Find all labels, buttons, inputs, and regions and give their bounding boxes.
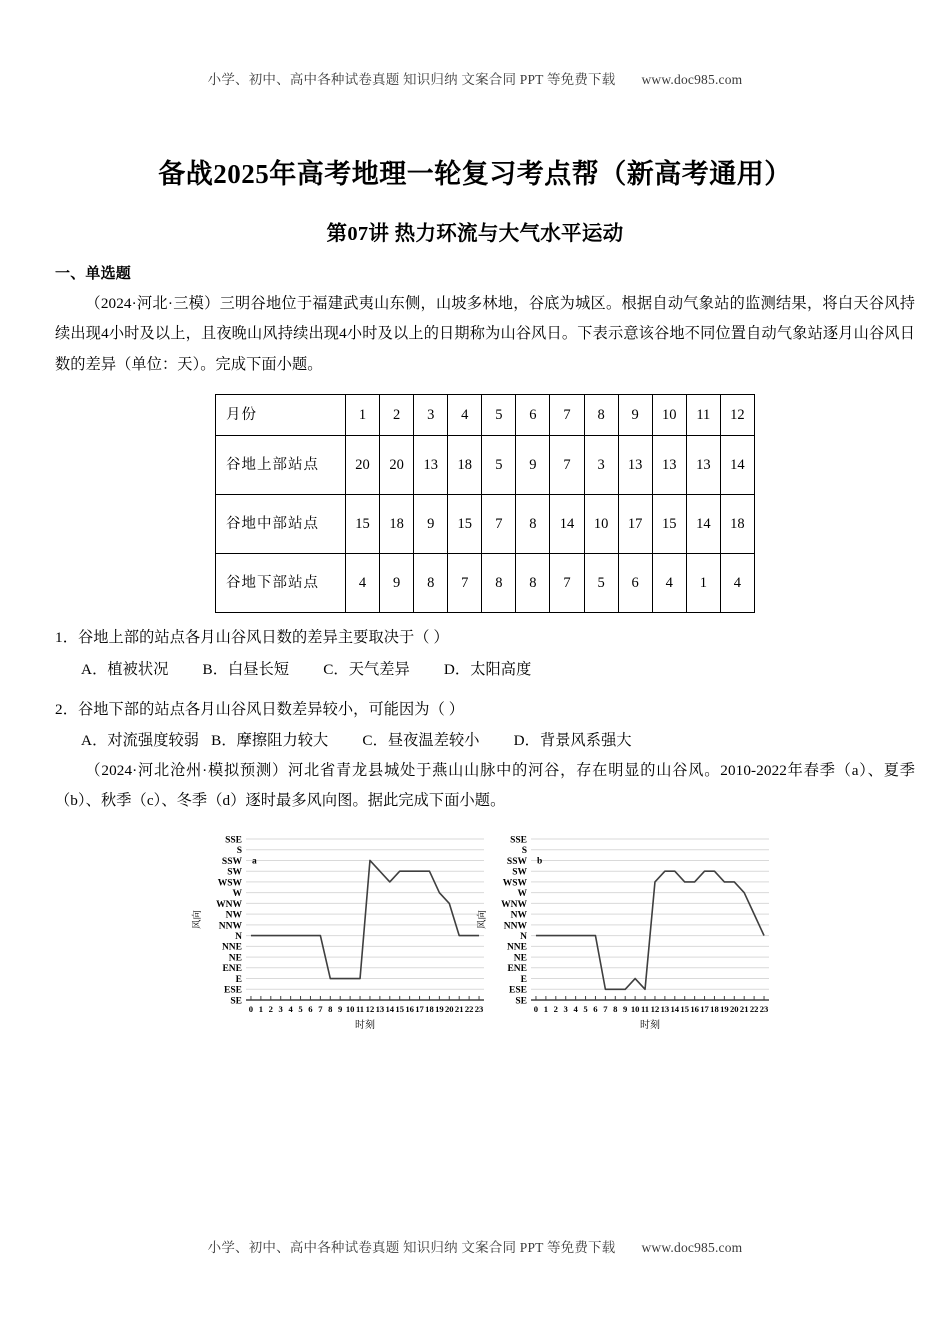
table-cell: 5 xyxy=(584,554,618,613)
option-2b[interactable]: B．摩擦阻力较大 xyxy=(211,732,329,750)
table-cell: 15 xyxy=(346,495,380,554)
table-cell: 8 xyxy=(414,554,448,613)
table-cell: 1 xyxy=(346,395,380,436)
y-axis-tick-label: N xyxy=(235,931,242,942)
section-heading: 一、单选题 xyxy=(55,266,132,282)
x-axis-tick-label: 14 xyxy=(670,1003,680,1014)
table-cell: 3 xyxy=(414,395,448,436)
y-axis-tick-label: NNE xyxy=(506,942,527,953)
y-axis-tick-label: E xyxy=(520,974,527,985)
table-cell: 5 xyxy=(482,436,516,495)
table-row xyxy=(216,495,755,554)
document-content xyxy=(55,262,915,1044)
table-row xyxy=(216,554,755,613)
chart-panel-a xyxy=(190,829,490,1044)
table-row xyxy=(216,436,755,495)
table-cell: 9 xyxy=(618,395,652,436)
chart-panel-label: b xyxy=(537,856,543,867)
wind-direction-figures xyxy=(55,829,915,1044)
x-axis-tick-label: 5 xyxy=(583,1003,588,1014)
y-axis-title: 风向 xyxy=(478,909,488,929)
table-cell: 4 xyxy=(652,554,686,613)
y-axis-tick-label: W xyxy=(517,888,527,899)
x-axis-tick-label: 1 xyxy=(543,1003,549,1014)
y-axis-tick-label: S xyxy=(521,845,527,856)
table-cell: 14 xyxy=(686,495,720,554)
x-axis-tick-label: 11 xyxy=(640,1003,650,1014)
table-cell: 18 xyxy=(380,495,414,554)
x-axis-tick-label: 6 xyxy=(308,1003,313,1014)
x-axis-tick-label: 18 xyxy=(425,1003,434,1014)
passage-2: （2024·河北沧州·模拟预测）河北省青龙县城处于燕山山脉中的河谷，存在明显的山谷风。2010-2022年春季（a）、夏季（b）、秋季（c）、冬季（d）逐时最多风向图。据此完成下面小题。 xyxy=(55,761,915,810)
table-row-label: 谷地中部站点 xyxy=(216,495,346,554)
table-cell: 12 xyxy=(720,395,754,436)
table-cell: 7 xyxy=(550,554,584,613)
table-cell: 7 xyxy=(448,554,482,613)
table-cell: 9 xyxy=(380,554,414,613)
y-axis-tick-label: WNW xyxy=(216,899,242,910)
x-axis-tick-label: 18 xyxy=(710,1003,719,1014)
x-axis-tick-label: 2 xyxy=(553,1003,558,1014)
wind-days-table xyxy=(215,394,755,613)
data-line xyxy=(251,860,479,978)
y-axis-tick-label: WSW xyxy=(217,877,242,888)
x-axis-tick-label: 16 xyxy=(690,1003,699,1014)
option-2c[interactable]: C．昼夜温差较小 xyxy=(362,732,480,750)
table-row-label: 谷地下部站点 xyxy=(216,554,346,613)
table-cell: 15 xyxy=(652,495,686,554)
table-cell: 13 xyxy=(414,436,448,495)
x-axis-tick-label: 22 xyxy=(464,1003,474,1014)
y-axis-tick-label: WSW xyxy=(502,877,527,888)
table-cell: 10 xyxy=(584,495,618,554)
y-axis-tick-label: NNE xyxy=(221,942,242,953)
question-2-stem: 2．谷地下部的站点各月山谷风日数差异较小，可能因为（ ） xyxy=(55,700,465,718)
table-cell: 2 xyxy=(380,395,414,436)
x-axis-tick-label: 17 xyxy=(700,1003,709,1014)
y-axis-tick-label: NW xyxy=(510,910,527,921)
x-axis-tick-label: 21 xyxy=(739,1003,749,1014)
y-axis-tick-label: SW xyxy=(227,867,242,878)
x-axis-tick-label: 10 xyxy=(345,1003,355,1014)
table-cell: 4 xyxy=(346,554,380,613)
table-cell: 8 xyxy=(482,554,516,613)
table-cell: 13 xyxy=(686,436,720,495)
x-axis-tick-label: 3 xyxy=(278,1003,283,1014)
x-axis-tick-label: 4 xyxy=(288,1003,293,1014)
table-cell: 4 xyxy=(720,554,754,613)
x-axis-tick-label: 4 xyxy=(573,1003,578,1014)
option-2a[interactable]: A．对流强度较弱 xyxy=(81,732,200,750)
x-axis-title: 时刻 xyxy=(355,1019,375,1031)
question-2-options xyxy=(55,726,915,756)
x-axis-tick-label: 12 xyxy=(650,1003,660,1014)
table-header-month: 月份 xyxy=(216,395,346,436)
x-axis-tick-label: 0 xyxy=(248,1003,254,1014)
x-axis-tick-label: 17 xyxy=(415,1003,424,1014)
table-cell: 7 xyxy=(550,436,584,495)
header-watermark xyxy=(0,68,950,88)
x-axis-tick-label: 22 xyxy=(749,1003,759,1014)
table-cell: 10 xyxy=(652,395,686,436)
y-axis-tick-label: NNW xyxy=(218,920,242,931)
table-cell: 20 xyxy=(346,436,380,495)
x-axis-tick-label: 3 xyxy=(563,1003,568,1014)
x-axis-tick-label: 16 xyxy=(405,1003,414,1014)
table-cell: 1 xyxy=(686,554,720,613)
table-row-label: 谷地上部站点 xyxy=(216,436,346,495)
x-axis-tick-label: 15 xyxy=(395,1003,405,1014)
table-cell: 7 xyxy=(550,395,584,436)
table-cell: 14 xyxy=(550,495,584,554)
x-axis-tick-label: 21 xyxy=(454,1003,464,1014)
y-axis-tick-label: W xyxy=(232,888,242,899)
option-2d[interactable]: D．背景风系强大 xyxy=(513,732,632,750)
table-cell: 14 xyxy=(720,436,754,495)
x-axis-tick-label: 8 xyxy=(328,1003,333,1014)
table-cell: 7 xyxy=(482,495,516,554)
data-line xyxy=(536,871,764,989)
x-axis-tick-label: 11 xyxy=(355,1003,365,1014)
table-cell: 17 xyxy=(618,495,652,554)
question-1-stem: 1．谷地上部的站点各月山谷风日数的差异主要取决于（ ） xyxy=(55,629,449,647)
x-axis-tick-label: 6 xyxy=(593,1003,598,1014)
x-axis-tick-label: 0 xyxy=(533,1003,539,1014)
x-axis-tick-label: 23 xyxy=(759,1003,769,1014)
table-cell: 20 xyxy=(380,436,414,495)
table-cell: 6 xyxy=(618,554,652,613)
y-axis-tick-label: SSW xyxy=(221,856,242,867)
y-axis-tick-label: ESE xyxy=(224,985,242,996)
y-axis-tick-label: NE xyxy=(513,953,527,964)
x-axis-tick-label: 19 xyxy=(435,1003,444,1014)
page-subtitle: 第07讲 热力环流与大气水平运动 xyxy=(326,223,624,245)
option-1b[interactable]: B．白昼长短 xyxy=(202,660,290,678)
y-axis-tick-label: ESE xyxy=(509,985,527,996)
y-axis-tick-label: E xyxy=(235,974,242,985)
y-axis-tick-label: SE xyxy=(230,995,242,1006)
table-cell: 13 xyxy=(618,436,652,495)
page-title: 备战2025年高考地理一轮复习考点帮（新高考通用） xyxy=(158,159,792,189)
y-axis-tick-label: ENE xyxy=(222,963,242,974)
footer-watermark xyxy=(0,1236,950,1256)
x-axis-tick-label: 1 xyxy=(258,1003,264,1014)
question-1-options xyxy=(55,655,915,685)
table-cell: 3 xyxy=(584,436,618,495)
chart-panel-label: a xyxy=(252,856,257,867)
table-cell: 8 xyxy=(516,554,550,613)
table-cell: 9 xyxy=(516,436,550,495)
table-cell: 8 xyxy=(584,395,618,436)
y-axis-tick-label: S xyxy=(236,845,242,856)
header-watermark-text: 小学、初中、高中各种试卷真题 知识归纳 文案合同 PPT 等免费下载 xyxy=(207,72,616,87)
table-cell: 6 xyxy=(516,395,550,436)
option-1d[interactable]: D．太阳高度 xyxy=(443,660,532,678)
x-axis-tick-label: 2 xyxy=(268,1003,273,1014)
y-axis-tick-label: NNW xyxy=(503,920,527,931)
x-axis-tick-label: 9 xyxy=(338,1003,343,1014)
footer-watermark-url: www.doc985.com xyxy=(641,1240,743,1255)
header-watermark-url: www.doc985.com xyxy=(641,72,743,87)
x-axis-title: 时刻 xyxy=(640,1019,660,1031)
y-axis-tick-label: SSE xyxy=(510,834,527,845)
y-axis-title: 风向 xyxy=(193,909,203,929)
x-axis-tick-label: 5 xyxy=(298,1003,303,1014)
y-axis-tick-label: NW xyxy=(225,910,242,921)
x-axis-tick-label: 15 xyxy=(680,1003,690,1014)
table-cell: 4 xyxy=(448,395,482,436)
table-cell: 9 xyxy=(414,495,448,554)
table-cell: 13 xyxy=(652,436,686,495)
y-axis-tick-label: WNW xyxy=(501,899,527,910)
x-axis-tick-label: 13 xyxy=(375,1003,385,1014)
y-axis-tick-label: SE xyxy=(515,995,527,1006)
table-cell: 15 xyxy=(448,495,482,554)
y-axis-tick-label: SSE xyxy=(225,834,242,845)
x-axis-tick-label: 9 xyxy=(623,1003,628,1014)
option-1a[interactable]: A．植被状况 xyxy=(81,660,169,678)
x-axis-tick-label: 14 xyxy=(385,1003,395,1014)
x-axis-tick-label: 13 xyxy=(660,1003,670,1014)
x-axis-tick-label: 20 xyxy=(729,1003,739,1014)
table-cell: 11 xyxy=(686,395,720,436)
y-axis-tick-label: ENE xyxy=(507,963,527,974)
x-axis-tick-label: 23 xyxy=(474,1003,484,1014)
table-row xyxy=(216,395,755,436)
y-axis-tick-label: N xyxy=(520,931,527,942)
x-axis-tick-label: 7 xyxy=(603,1003,608,1014)
table-cell: 8 xyxy=(516,495,550,554)
table-cell: 5 xyxy=(482,395,516,436)
x-axis-tick-label: 12 xyxy=(365,1003,375,1014)
x-axis-tick-label: 7 xyxy=(318,1003,323,1014)
x-axis-tick-label: 10 xyxy=(630,1003,640,1014)
footer-watermark-text: 小学、初中、高中各种试卷真题 知识归纳 文案合同 PPT 等免费下载 xyxy=(207,1240,616,1255)
wind-direction-chart xyxy=(190,829,490,1044)
chart-panel-b xyxy=(475,829,775,1044)
x-axis-tick-label: 8 xyxy=(613,1003,618,1014)
table-cell: 18 xyxy=(448,436,482,495)
option-1c[interactable]: C．天气差异 xyxy=(323,660,410,678)
x-axis-tick-label: 20 xyxy=(444,1003,454,1014)
table-cell: 18 xyxy=(720,495,754,554)
table-body xyxy=(216,395,755,613)
y-axis-tick-label: NE xyxy=(228,953,242,964)
wind-direction-chart xyxy=(475,829,775,1044)
passage-1: （2024·河北·三模）三明谷地位于福建武夷山东侧，山坡多林地，谷底为城区。根据自动气象站的监测结果，将白天谷风持续出现4小时及以上，且夜晚山风持续出现4小时及以上的日期称为山谷风日。下表示意该谷地不同位置自动气象站逐月山谷风日数的差异（单位：天）。完成下面小题。 xyxy=(55,295,915,373)
y-axis-tick-label: SW xyxy=(512,867,527,878)
y-axis-tick-label: SSW xyxy=(506,856,527,867)
x-axis-tick-label: 19 xyxy=(720,1003,729,1014)
